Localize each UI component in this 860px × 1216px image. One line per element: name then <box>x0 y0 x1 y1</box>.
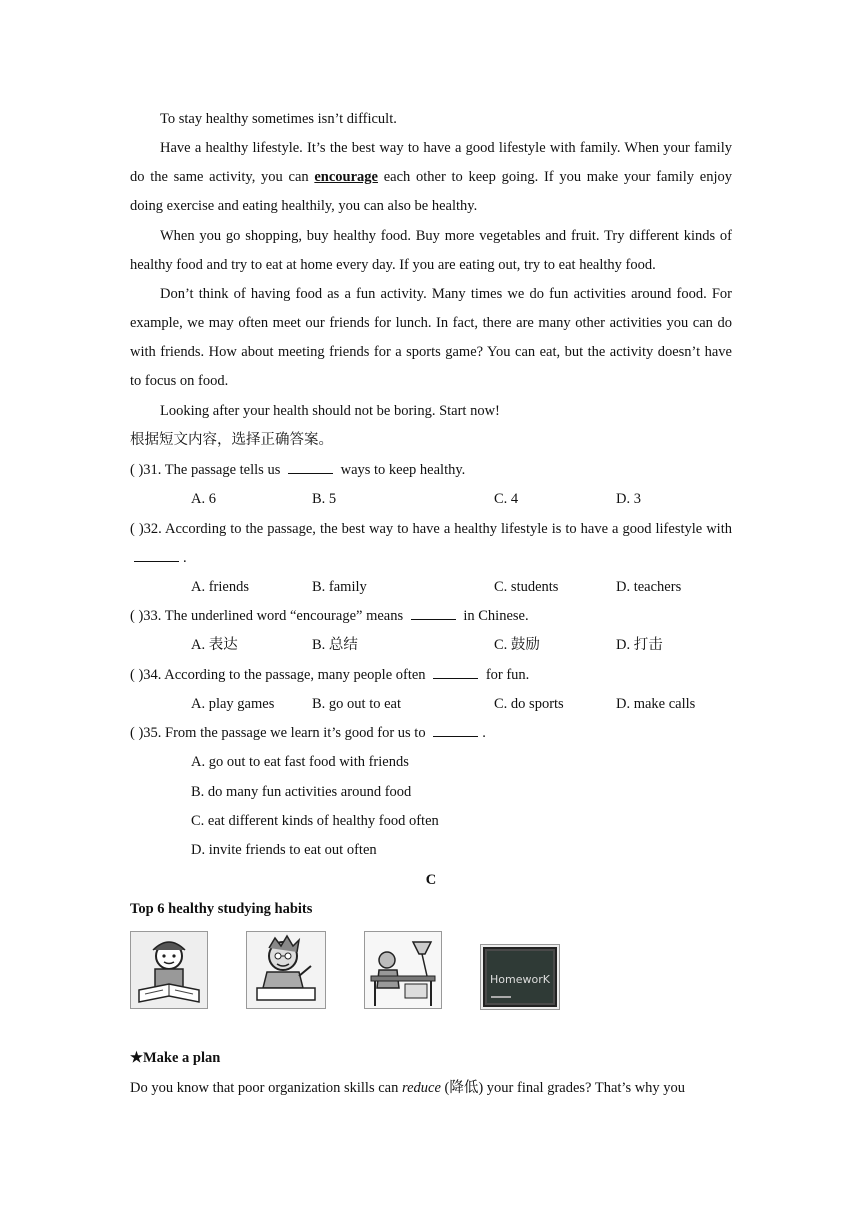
p2-text-b: each other to keep going. If you make your family enjoy doing exercise and eating healthily, you can also be healthy. <box>130 169 732 214</box>
q32-option-b: B. family <box>312 579 367 595</box>
answer-blank <box>411 607 456 620</box>
q35-stem: ( )35. From the passage we learn it’s good for us to <box>130 725 430 741</box>
desk-lamp-icon <box>364 931 442 1009</box>
homework-board-icon <box>480 944 560 1010</box>
plan-text-b: (降低) your final grades? That’s why you <box>440 1080 686 1096</box>
question-33 <box>130 602 732 631</box>
passage-paragraph-3: When you go shopping, buy healthy food. Buy more vegetables and fruit. Try different kinds of healthy food and try to eat at home every day. If you are eating out, try to eat healthy food. <box>130 228 732 273</box>
question-31 <box>130 456 732 485</box>
question-32 <box>130 515 732 573</box>
q33-option-a: A. 表达 <box>191 637 238 653</box>
q32-option-c: C. students <box>494 579 559 595</box>
instruction-text: 根据短文内容，选择正确答案。 <box>130 432 333 448</box>
q31-stem: ( )31. The passage tells us <box>130 462 284 478</box>
plan-italic-word: reduce <box>401 1080 441 1096</box>
answer-blank <box>288 461 333 474</box>
answer-blank <box>433 724 478 737</box>
q31-stem-end: ways to keep healthy. <box>336 462 466 478</box>
q34-option-b: B. go out to eat <box>312 696 402 712</box>
reading-child-icon <box>130 931 208 1009</box>
homework-label: HomeworK <box>490 973 550 986</box>
q31-option-c: C. 4 <box>494 491 519 507</box>
q34-option-c: C. do sports <box>494 696 564 712</box>
q32-option-a: A. friends <box>191 579 249 595</box>
underlined-word: encourage <box>314 169 378 185</box>
q35-option-a: A. go out to eat fast food with friends <box>191 754 409 770</box>
p2-text-a: Have a healthy lifestyle. It’s the best way to have a good lifestyle with family. When your family do the same activity, you can <box>130 140 732 185</box>
q35-stem-end: . <box>482 725 486 741</box>
q34-stem-end: for fun. <box>482 667 530 683</box>
q34-option-a: A. play games <box>191 696 275 712</box>
q32-stem: ( )32. According to the passage, the best way to have a healthy lifestyle is to have a good lifestyle with <box>130 521 732 537</box>
q35-option-b: B. do many fun activities around food <box>191 784 412 800</box>
q33-option-c: C. 鼓励 <box>494 637 540 653</box>
plan-text-a: Do you know that poor organization skills can <box>130 1080 402 1096</box>
plan-paragraph <box>130 1074 732 1103</box>
q35-option-d: D. invite friends to eat out often <box>191 842 377 858</box>
q34-stem: ( )34. According to the passage, many people often <box>130 667 430 683</box>
section-letter: C <box>425 872 437 888</box>
question-35 <box>130 719 732 748</box>
q33-stem-end: in Chinese. <box>459 608 529 624</box>
passage-paragraph-5: Looking after your health should not be boring. Start now! <box>160 403 500 419</box>
passage-paragraph-4: Don’t think of having food as a fun activity. Many times we do fun activities around food. For example, we may often meet our friends for lunch. In fact, there are many other activities you can do with friends. How about meeting friends for a sports game? You can eat, but the activity doesn’t have to focus on food. <box>130 286 732 389</box>
q33-stem: ( )33. The underlined word “encourage” means <box>130 608 407 624</box>
q34-option-d: D. make calls <box>616 696 696 712</box>
passage-paragraph-1: To stay healthy sometimes isn’t difficult. <box>160 111 397 127</box>
q33-option-d: D. 打击 <box>616 637 663 653</box>
thinking-student-icon <box>246 931 326 1009</box>
passage-paragraph-2 <box>130 134 732 221</box>
section-title: Top 6 healthy studying habits <box>130 901 313 917</box>
q32-option-d: D. teachers <box>616 579 682 595</box>
q31-option-d: D. 3 <box>616 491 641 507</box>
q33-option-b: B. 总结 <box>312 637 358 653</box>
q32-stem-end: . <box>183 550 187 566</box>
q31-option-a: A. 6 <box>191 491 216 507</box>
answer-blank <box>433 666 478 679</box>
question-34 <box>130 661 732 690</box>
plan-heading: ★Make a plan <box>130 1050 221 1066</box>
answer-blank <box>134 549 179 562</box>
q35-option-c: C. eat different kinds of healthy food often <box>191 813 439 829</box>
q31-option-b: B. 5 <box>312 491 337 507</box>
